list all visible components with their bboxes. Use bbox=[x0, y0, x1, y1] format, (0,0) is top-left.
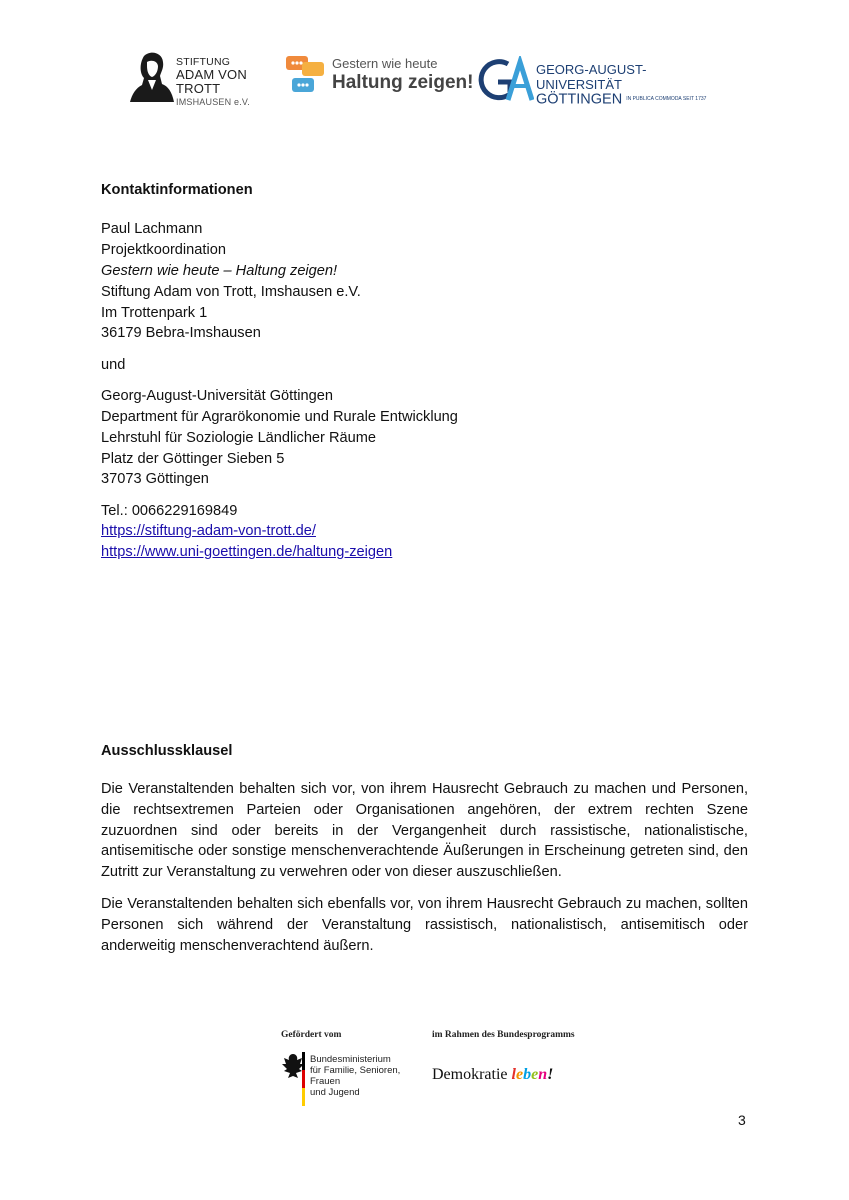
link-uni-goettingen[interactable]: https://www.uni-goettingen.de/haltung-zeigen bbox=[101, 544, 393, 560]
contact-phone: Tel.: 0066229169849 bbox=[101, 503, 238, 519]
page-number: 3 bbox=[738, 1112, 746, 1128]
ministry-line1: Bundesministerium bbox=[310, 1054, 391, 1065]
ga-monogram-icon bbox=[478, 56, 534, 104]
contact-city1: 36179 Bebra-Imshausen bbox=[101, 325, 261, 341]
contact-org1: Stiftung Adam von Trott, Imshausen e.V. bbox=[101, 284, 361, 300]
portrait-icon bbox=[130, 50, 174, 102]
haltung-zeigen-logo bbox=[286, 54, 476, 100]
speech-bubbles-icon bbox=[286, 56, 328, 96]
exclusion-heading: Ausschlussklausel bbox=[101, 743, 233, 759]
contact-street1: Im Trottenpark 1 bbox=[101, 305, 208, 321]
contact-street2: Platz der Göttinger Sieben 5 bbox=[101, 451, 285, 467]
exclusion-paragraph-2: Die Veranstaltenden behalten sich ebenfalls vor, von ihrem Hausrecht Gebrauch zu machen, sollten Personen sich während der Veranstaltung rassistisch, nationalistisch, antisemitisch oder anderweitig menschenverachtend äußern. bbox=[101, 896, 748, 954]
link-stiftung[interactable]: https://stiftung-adam-von-trott.de/ bbox=[101, 523, 316, 539]
contact-dept: Department für Agrarökonomie und Rurale Entwicklung bbox=[101, 409, 458, 425]
contact-heading: Kontaktinformationen bbox=[101, 182, 253, 198]
uni-line1: GEORG-AUGUST-UNIVERSITÄT bbox=[536, 62, 647, 92]
demokratie-text: Demokratie bbox=[432, 1066, 508, 1083]
uni-tagline: IN PUBLICA COMMODA SEIT 1737 bbox=[626, 96, 707, 102]
contact-project: Gestern wie heute – Haltung zeigen! bbox=[101, 263, 338, 279]
ministry-line3: und Jugend bbox=[310, 1087, 360, 1098]
contact-city2: 37073 Göttingen bbox=[101, 471, 209, 487]
contact-and: und bbox=[101, 357, 126, 373]
bmfsfj-logo bbox=[280, 1052, 430, 1108]
stiftung-adam-von-trott-logo bbox=[130, 50, 280, 107]
contact-chair: Lehrstuhl für Soziologie Ländlicher Räume bbox=[101, 430, 377, 446]
leben-text: leben! bbox=[511, 1066, 554, 1083]
trott-line2: ADAM VON TROTT bbox=[176, 67, 247, 96]
program-label: im Rahmen des Bundesprogramms bbox=[432, 1030, 575, 1040]
funded-by-label: Gefördert vom bbox=[281, 1030, 342, 1040]
contact-name: Paul Lachmann bbox=[101, 221, 203, 237]
trott-line3: IMSHAUSEN e.V. bbox=[176, 97, 250, 107]
uni-goettingen-logo bbox=[478, 56, 723, 108]
demokratie-leben-logo bbox=[432, 1066, 553, 1084]
federal-eagle-icon bbox=[280, 1052, 306, 1108]
exclusion-paragraph-1: Die Veranstaltenden behalten sich vor, von ihrem Hausrecht Gebrauch zu machen und Personen, die rechtsextremen Parteien oder Organisationen angehören, der extrem rechten Szene zuzuordnen sind oder bereits in der Vergangenheit durch rassistische, nationalistische, antisemitische oder sonstige menschenverachtende Äußerungen in Erscheinung getreten sind, den Zutritt zur Veranstaltung zu verwehren oder von dieser auszuschließen. bbox=[101, 781, 748, 881]
trott-line1: STIFTUNG bbox=[176, 56, 231, 68]
uni-line2: GÖTTINGEN bbox=[536, 91, 623, 108]
ministry-line2: für Familie, Senioren, Frauen bbox=[310, 1065, 401, 1087]
haltung-line1: Gestern wie heute bbox=[332, 56, 438, 71]
contact-role: Projektkoordination bbox=[101, 242, 226, 258]
haltung-line2: Haltung zeigen! bbox=[332, 72, 474, 93]
contact-org2: Georg-August-Universität Göttingen bbox=[101, 388, 333, 404]
